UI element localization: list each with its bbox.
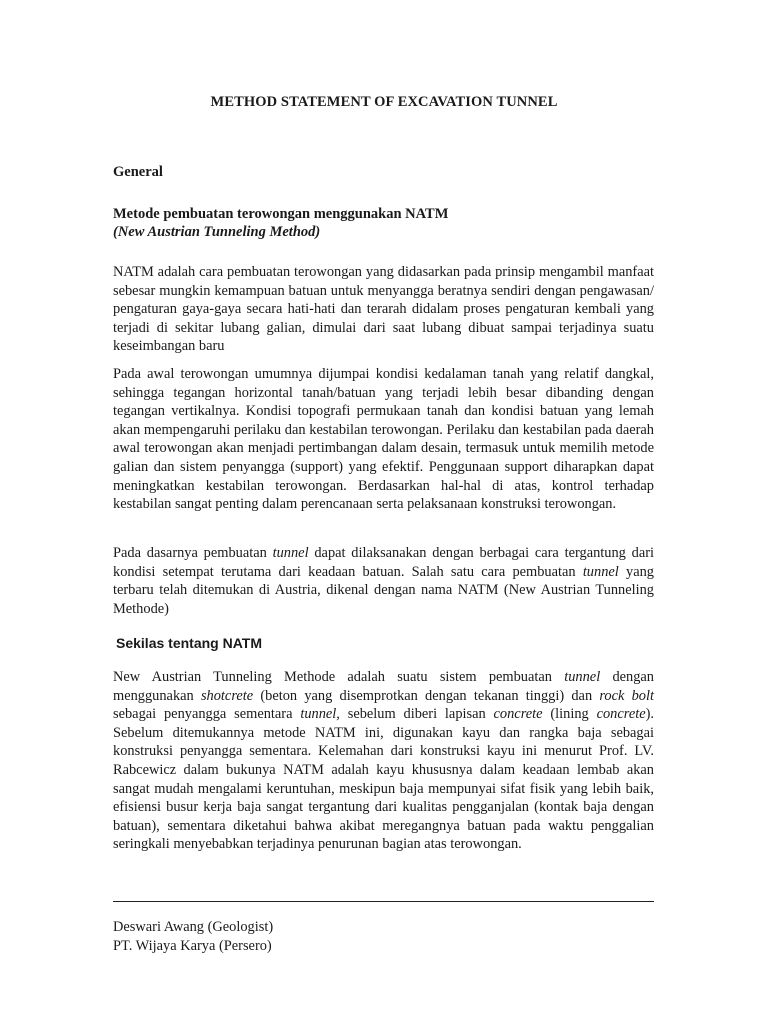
text-run: ). Sebelum ditemukannya metode NATM ini, digunakan kayu dan rangka baja sebagai konstruksi penyangga sementara. Kelemahan dari konstruksi kayu ini menurut Prof. LV. Rabcewicz dalam bukunya NATM adalah kayu khususnya dalam keadaan lembab akan sangat mudah mengalami keruntuhan, meskipun baja mempunyai sifat fisik yang lebih baik, efisiensi busur kerja baja sangat tergantung dari kualitas pengganjalan (kontak baja dengan batuan), sementara diketahui bahwa akibat meregangnya batuan pada waktu penggalian seringkali menyebabkan terjadinya penurunan bagian atas terowongan. (113, 706, 654, 853)
paragraph-natm-overview (113, 668, 654, 854)
footer-author: Deswari Awang (Geologist) (113, 919, 274, 935)
footer-company: PT. Wijaya Karya (Persero) (113, 938, 272, 954)
paragraph-early-tunnel: Pada awal terowongan umumnya dijumpai kondisi kedalaman tanah yang relatif dangkal, sehingga tegangan horizontal tanah/batuan yang terjadi lebih besar dibanding dengan tegangan vertikalnya. Kondisi topografi permukaan tanah dan kondisi batuan yang lemah akan mempengaruhi perilaku dan kestabilan terowongan. Perilaku dan kestabilan pada daerah awal terowongan akan menjadi pertimbangan dalam desain, termasuk untuk memilih metode galian dan sistem penyangga (support) yang efektif. Penggunaan support diharapkan dapat meningkatkan kestabilan terowongan. Berdasarkan hal-hal di atas, kontrol terhadap kestabilan sangat penting dalam perencanaan serta pelaksanaan konstruksi terowongan. (113, 366, 654, 513)
italic-term: tunnel (582, 563, 619, 580)
text-run: dengan menggunakan (113, 669, 654, 704)
text-run: sebelum diberi lapisan (339, 706, 494, 723)
general-heading: General (113, 164, 163, 180)
method-title: Metode pembuatan terowongan menggunakan NATM (113, 206, 449, 222)
text-run: (lining (542, 706, 597, 723)
text-run: yang terbaru telah ditemukan di Austria, dikenal dengan nama NATM (New Austrian Tunneling Methode) (113, 563, 654, 617)
footer-divider (113, 901, 654, 902)
italic-term: tunnel (272, 545, 309, 561)
italic-term: rock bolt (599, 687, 654, 704)
italic-term: tunnel, (300, 706, 340, 723)
italic-term: concrete (596, 706, 646, 723)
text-run: New Austrian Tunneling Methode adalah suatu sistem pembuatan (113, 669, 565, 685)
section-heading-natm: Sekilas tentang NATM (116, 635, 262, 651)
paragraph-natm-definition: NATM adalah cara pembuatan terowongan yang didasarkan pada prinsip mengambil manfaat sebesar mungkin kemampuan batuan untuk menyangga beratnya sendiri dengan pengawasan/ pengaturan gaya-gaya secara hati-hati dan terarah didalam proses pengaturan kembali yang terjadi di sekitar lubang galian, dimulai dari saat lubang dibuat sampai terjadinya suatu keseimbangan baru (113, 264, 654, 355)
method-subtitle: (New Austrian Tunneling Method) (113, 224, 321, 240)
italic-term: tunnel (564, 669, 601, 685)
text-run: dapat dilaksanakan dengan berbagai cara tergantung dari kondisi setempat terutama dari keadaan batuan. Salah satu cara pembuatan (113, 545, 655, 580)
document-title: METHOD STATEMENT OF EXCAVATION TUNNEL (210, 94, 558, 110)
italic-term: concrete (493, 706, 543, 723)
italic-term: shotcrete (200, 687, 254, 704)
text-run: Pada dasarnya pembuatan (113, 545, 273, 561)
text-run: (beton yang disemprotkan dengan tekanan tinggi) dan (253, 687, 600, 704)
text-run: sebagai penyangga sementara (113, 706, 301, 723)
paragraph-tunnel-methods (113, 544, 654, 618)
